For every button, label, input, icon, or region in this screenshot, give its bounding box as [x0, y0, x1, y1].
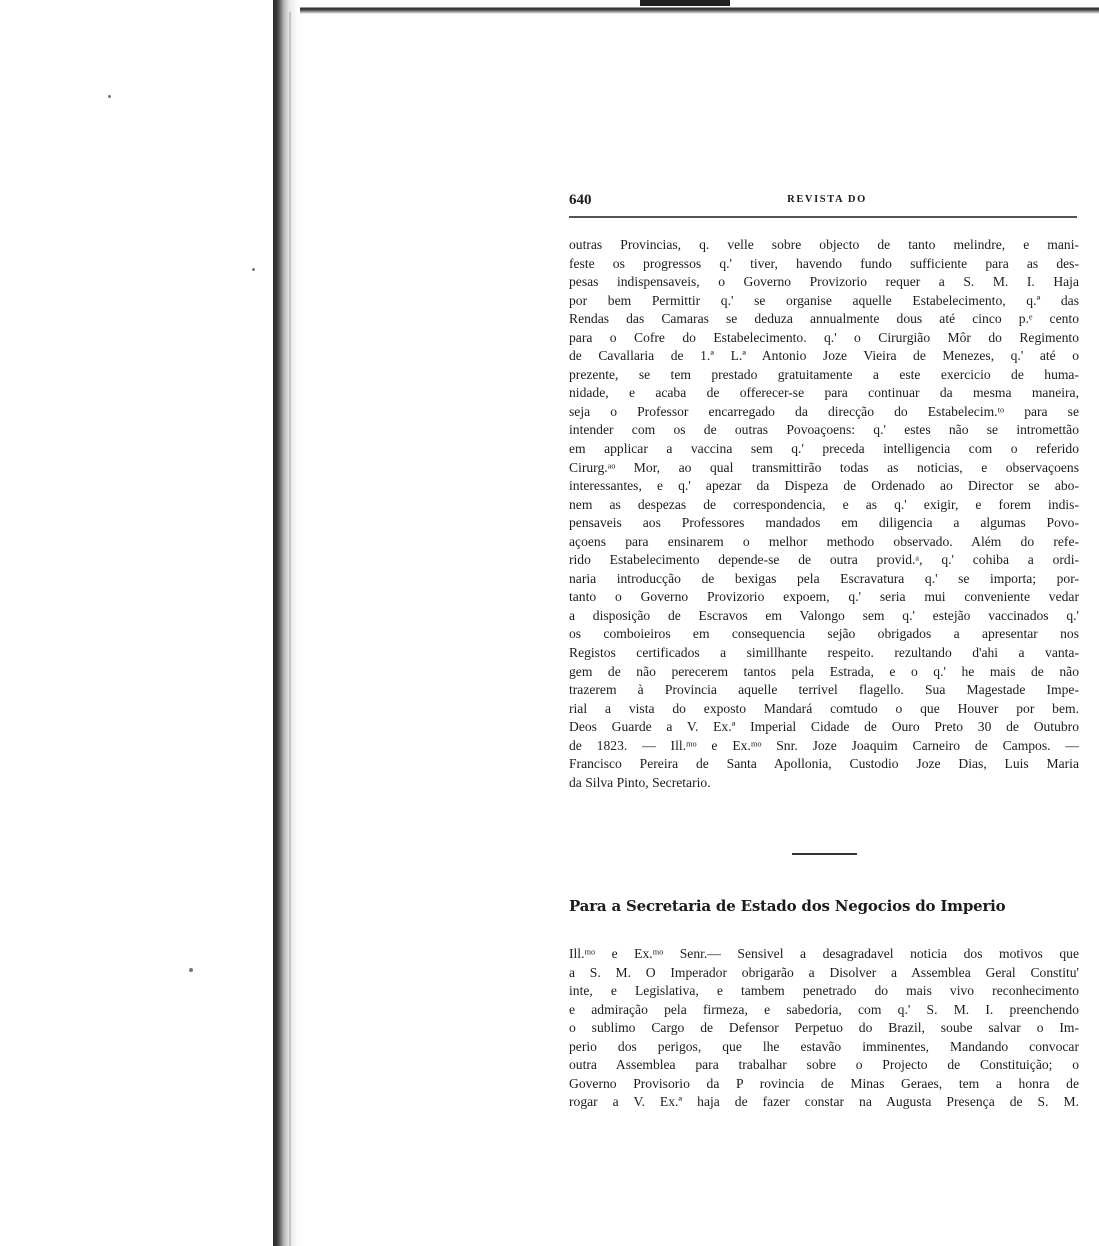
text-line: por bem Permittir q.' se organise aquelle Estabelecimento, q.ª das [569, 292, 1079, 308]
text-line: pesas indispensaveis, o Governo Provizorio requer a S. M. I. Haja [569, 274, 1079, 290]
running-head [569, 192, 1077, 216]
text-line: rido Estabelecimento depende-se de outra provid.ᵃ, q.' cohiba a ordi- [569, 552, 1079, 568]
page-top-edge-mark [640, 0, 730, 6]
text-line: seja o Professor encarregado da direcção do Estabelecim.ᵗᵒ para se [569, 403, 1079, 419]
text-line: nidade, e acaba de offerecer-se para continuar da mesma maneira, [569, 385, 1079, 401]
text-line: Deos Guarde a V. Ex.ª Imperial Cidade de Ouro Preto 30 de Outubro [569, 719, 1079, 735]
text-line: intender com os de outras Povoaçoens: q.' estes não se intromettão [569, 422, 1079, 438]
text-line: feste os progressos q.' tiver, havendo fundo sufficiente para as des- [569, 255, 1079, 271]
text-line: de 1823. — Ill.ᵐᵒ e Ex.ᵐᵒ Snr. Joze Joaquim Carneiro de Campos. — [569, 737, 1079, 753]
document-body-letter-1 [569, 236, 1079, 792]
text-line: rial a vista do exposto Mandará comtudo o que Houver por bem. [569, 700, 1079, 716]
text-line: tanto o Governo Provizorio expoem, q.' seria mui conveniente vedar [569, 589, 1079, 605]
text-line: pensaveis aos Professores mandados em diligencia a algumas Povo- [569, 515, 1079, 531]
text-line: o sublimo Cargo de Defensor Perpetuo do Brazil, soube salvar o Im- [569, 1020, 1079, 1036]
text-line: prezente, se tem prestado gratuitamente a este exercicio de huma- [569, 366, 1079, 382]
text-line: Francisco Pereira de Santa Apollonia, Custodio Joze Dias, Luis Maria [569, 756, 1079, 772]
text-line: e admiração pela firmeza, e sabedoria, com q.' S. M. I. preenchendo [569, 1001, 1079, 1017]
text-line: naria introducção de bexigas pela Escravatura q.' se importa; por- [569, 570, 1079, 586]
text-line: rogar a V. Ex.ª haja de fazer constar na Augusta Presença de S. M. [569, 1094, 1079, 1110]
document-body-letter-2 [569, 945, 1079, 1112]
text-line: Registos certificados a simillhante respeito. rezultando d'ahi a vanta- [569, 645, 1079, 661]
text-line: Ill.ᵐᵒ e Ex.ᵐᵒ Senr.— Sensivel a desagradavel noticia dos motivos que [569, 946, 1079, 961]
scan-speck [252, 268, 255, 271]
text-line: perio dos perigos, que lhe estavão imminentes, Mandando convocar [569, 1038, 1079, 1054]
text-line: a disposição de Escravos em Valongo sem q.' estejão vaccinados q.' [569, 607, 1079, 623]
text-line: nem as despezas de correspondencia, e as q.' exigir, e forem indis- [569, 496, 1079, 512]
page-number: 640 [569, 192, 592, 208]
text-line: em applicar a vaccina sem q.' preceda intelligencia com o referido [569, 441, 1079, 457]
running-title: REVISTA DO [787, 194, 867, 205]
text-line: de Cavallaria de 1.ª L.ª Antonio Joze Vieira de Menezes, q.' até o [569, 348, 1079, 364]
section-heading: Para a Secretaria de Estado dos Negocios do Imperio [569, 897, 1006, 915]
text-line: Rendas das Camaras se deduza annualmente dous até cinco p.ᵉ cento [569, 311, 1079, 327]
binding-gutter-shadow [273, 0, 303, 1246]
text-line: trazerem à Provincia aquelle terrivel flagello. Sua Magestade Impe- [569, 682, 1079, 698]
text-line: da Silva Pinto, Secretario. [569, 774, 711, 790]
binding-line [289, 12, 291, 1246]
text-line: interessantes, e q.' apezar da Dispeza de Ordenado ao Director se abo- [569, 478, 1079, 494]
header-rule [569, 216, 1077, 218]
text-line: Cirurg.ᵃᵒ Mor, ao qual transmittirão todas as noticias, e observaçoens [569, 459, 1079, 475]
text-line: Governo Provisorio da P rovincia de Minas Geraes, tem a honra de [569, 1075, 1079, 1091]
text-line: inte, e Legislativa, e tambem penetrado do mais vivo reconhecimento [569, 983, 1079, 999]
text-line: os comboieiros em consequencia sejão obrigados a apresentar nos [569, 626, 1079, 642]
text-line: para o Cofre do Estabelecimento. q.' o Cirurgião Môr do Regimento [569, 329, 1079, 345]
section-divider [792, 853, 857, 855]
scan-speck [108, 95, 111, 98]
text-line: gem de não perecerem tantos pela Estrada, e o q.' he mais de não [569, 663, 1079, 679]
text-line: açoens para ensinarem o melhor methodo observado. Além do refe- [569, 533, 1079, 549]
text-line: outras Provincias, q. velle sobre objecto de tanto melindre, e mani- [569, 237, 1079, 252]
text-line: outra Assemblea para trabalhar sobre o Projecto de Constituição; o [569, 1057, 1079, 1073]
text-line: a S. M. O Imperador obrigarão a Disolver a Assemblea Geral Constitu' [569, 964, 1079, 980]
scan-speck [189, 968, 193, 972]
